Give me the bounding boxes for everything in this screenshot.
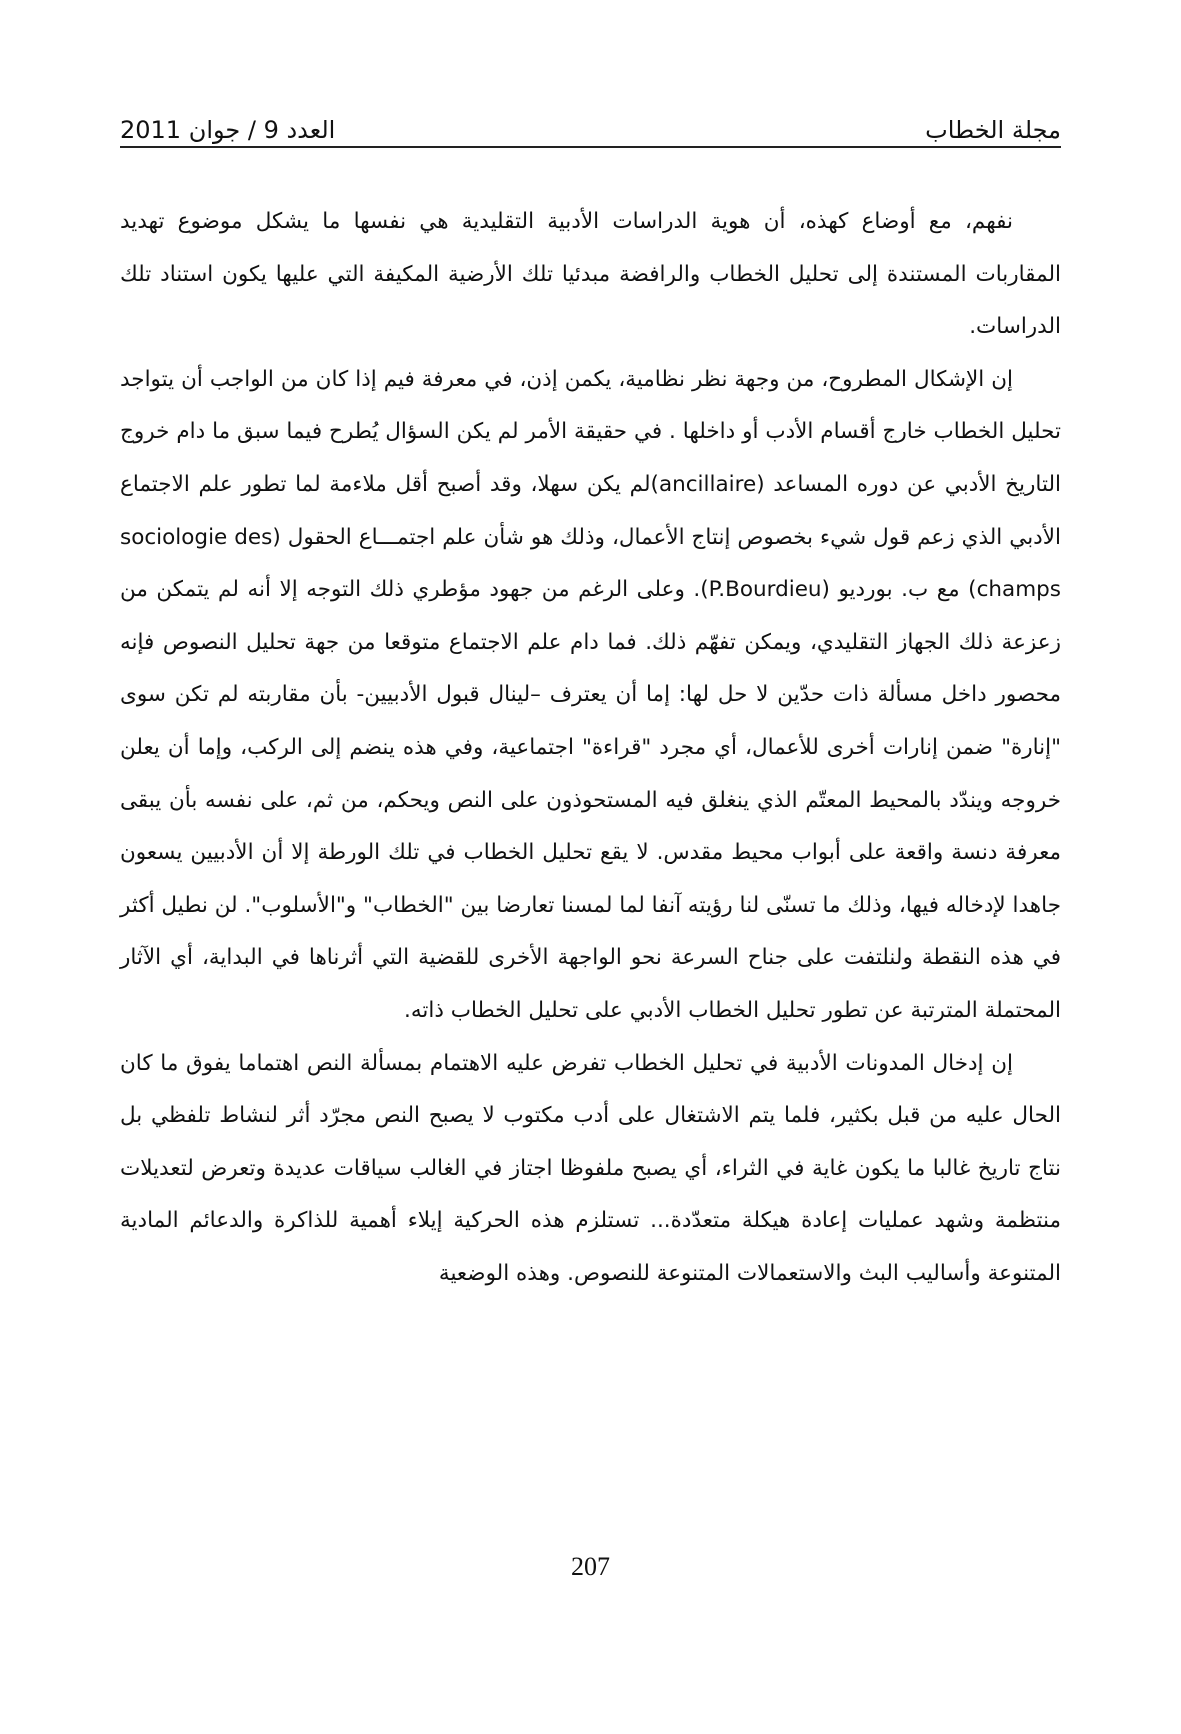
paragraph: إن إدخال المدونات الأدبية في تحليل الخطاب تفرض عليه الاهتمام بمسألة النص اهتماما يفوق ما كان الحال عليه من قبل بكثير، فلما يتم الاشتغال على أدب مكتوب لا يصبح النص مجرّد أثر لنشاط تلفظي بل نتاج تاريخ غالبا ما يكون غاية في الثراء، أي يصبح ملفوظا اجتاز في الغالب سياقات عديدة وتعرض لتعديلات منتظمة وشهد عمليات إعادة هيكلة متعدّدة... تستلزم هذه الحركية إيلاء أهمية للذاكرة والدعائم المادية المتنوعة وأساليب البث والاستعمالات المتنوعة للنصوص. وهذه الوضعية	[120, 1050, 1061, 1286]
journal-title: مجلة الخطاب	[925, 116, 1061, 144]
header-rule	[120, 146, 1061, 148]
running-header	[120, 108, 1061, 148]
page-number: 207	[571, 1552, 610, 1581]
paragraph: إن الإشكال المطروح، من وجهة نظر نظامية، يكمن إذن، في معرفة فيم إذا كان من الواجب أن يتواجد تحليل الخطاب خارج أقسام الأدب أو داخلها . في حقيقة الأمر لم يكن السؤال يُطرح فيما سبق ما دام خروج التاريخ الأدبي عن دوره المساعد (ancillaire)لم يكن سهلا، وقد أصبح أقل ملاءمة لما تطور علم الاجتماع الأدبي الذي زعم قول شيء بخصوص إنتاج الأعمال، وذلك هو شأن علم اجتمـــاع الحقول (sociologie des champs) مع ب. بورديو (P.Bourdieu). وعلى الرغم من جهود مؤطري ذلك التوجه إلا أنه لم يتمكن من زعزعة ذلك الجهاز التقليدي، ويمكن تفهّم ذلك. فما دام علم الاجتماع متوقعا من جهة تحليل النصوص فإنه محصور داخل مسألة ذات حدّين لا حل لها: إما أن يعترف –لينال قبول الأدبيين- بأن مقاربته لم تكن سوى "إنارة" ضمن إنارات أخرى للأعمال، أي مجرد "قراءة" اجتماعية، وفي هذه ينضم إلى الركب، وإما أن يعلن خروجه ويندّد بالمحيط المعتّم الذي ينغلق فيه المستحوذون على النص ويحكم، من ثم، على نفسه بأن يبقى معرفة دنسة واقعة على أبواب محيط مقدس. لا يقع تحليل الخطاب في تلك الورطة إلا أن الأدبيين يسعون جاهدا لإدخاله فيها، وذلك ما تسنّى لنا رؤيته آنفا لما لمسنا تعارضا بين "الخطاب" و"الأسلوب". لن نطيل أكثر في هذه النقطة ولنلتفت على جناح السرعة نحو الواجهة الأخرى للقضية التي أثرناها في البداية، أي الآثار المحتملة المترتبة عن تطور تحليل الخطاب الأدبي على تحليل الخطاب ذاته.	[120, 366, 1061, 1023]
paragraph: نفهم، مع أوضاع كهذه، أن هوية الدراسات الأدبية التقليدية هي نفسها ما يشكل موضوع تهديد المقاربات المستندة إلى تحليل الخطاب والرافضة مبدئيا تلك الأرضية المكيفة التي عليها يكون استناد تلك الدراسات.	[120, 209, 1061, 340]
article-body	[120, 196, 1061, 1300]
issue-info: العدد 9 / جوان 2011	[120, 116, 336, 144]
